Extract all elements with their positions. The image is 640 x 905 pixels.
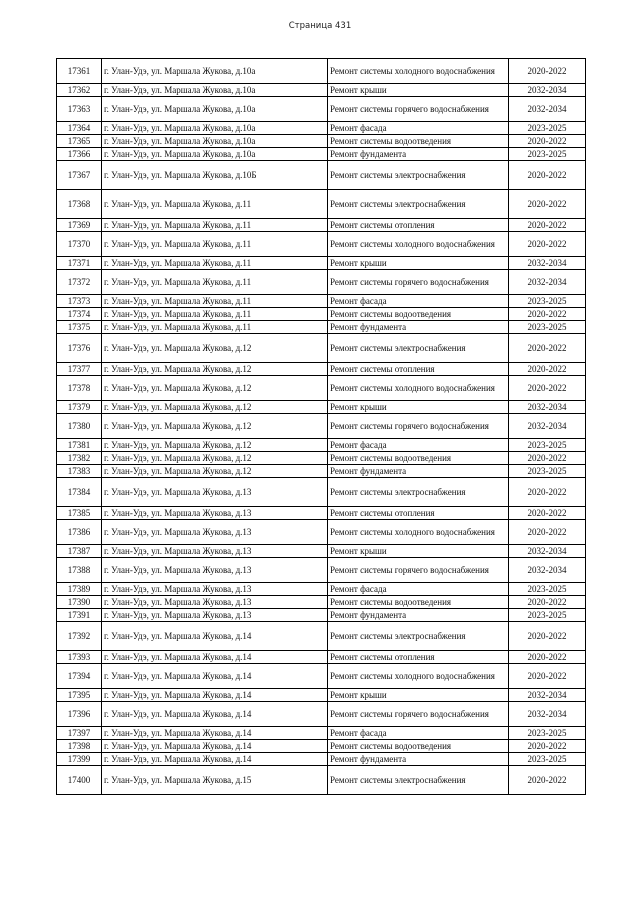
- table-row: [57, 766, 586, 795]
- period-cell: 2020-2022: [509, 664, 586, 689]
- row-number: 17394: [57, 664, 102, 689]
- address-cell: г. Улан-Удэ, ул. Маршала Жукова, д.14: [102, 689, 328, 702]
- row-number: 17364: [57, 122, 102, 135]
- work-type-cell: Ремонт системы горячего водоснабжения: [328, 414, 509, 439]
- work-type-cell: Ремонт крыши: [328, 401, 509, 414]
- table-row: [57, 135, 586, 148]
- address-cell: г. Улан-Удэ, ул. Маршала Жукова, д.11: [102, 321, 328, 334]
- work-type-cell: Ремонт фундамента: [328, 753, 509, 766]
- period-cell: 2023-2025: [509, 753, 586, 766]
- address-cell: г. Улан-Удэ, ул. Маршала Жукова, д.11: [102, 219, 328, 232]
- address-cell: г. Улан-Удэ, ул. Маршала Жукова, д.13: [102, 609, 328, 622]
- page-number: Страница 431: [288, 21, 352, 31]
- table-row: [57, 232, 586, 257]
- table-row: [57, 308, 586, 321]
- work-type-cell: Ремонт системы отопления: [328, 651, 509, 664]
- period-cell: 2020-2022: [509, 651, 586, 664]
- table-row: [57, 465, 586, 478]
- row-number: 17372: [57, 270, 102, 295]
- table-row: [57, 478, 586, 507]
- work-type-cell: Ремонт системы водоотведения: [328, 452, 509, 465]
- period-cell: 2032-2034: [509, 257, 586, 270]
- address-cell: г. Улан-Удэ, ул. Маршала Жукова, д.14: [102, 727, 328, 740]
- row-number: 17368: [57, 190, 102, 219]
- period-cell: 2020-2022: [509, 190, 586, 219]
- period-cell: 2020-2022: [509, 622, 586, 651]
- work-type-cell: Ремонт системы водоотведения: [328, 740, 509, 753]
- table-row: [57, 84, 586, 97]
- table-row: [57, 334, 586, 363]
- period-cell: 2023-2025: [509, 465, 586, 478]
- row-number: 17382: [57, 452, 102, 465]
- work-type-cell: Ремонт крыши: [328, 689, 509, 702]
- table-row: [57, 363, 586, 376]
- work-type-cell: Ремонт системы горячего водоснабжения: [328, 270, 509, 295]
- address-cell: г. Улан-Удэ, ул. Маршала Жукова, д.10а: [102, 148, 328, 161]
- row-number: 17369: [57, 219, 102, 232]
- address-cell: г. Улан-Удэ, ул. Маршала Жукова, д.14: [102, 753, 328, 766]
- work-type-cell: Ремонт системы электроснабжения: [328, 766, 509, 795]
- address-cell: г. Улан-Удэ, ул. Маршала Жукова, д.13: [102, 558, 328, 583]
- period-cell: 2020-2022: [509, 334, 586, 363]
- address-cell: г. Улан-Удэ, ул. Маршала Жукова, д.14: [102, 622, 328, 651]
- row-number: 17383: [57, 465, 102, 478]
- work-type-cell: Ремонт системы электроснабжения: [328, 190, 509, 219]
- table-row: [57, 148, 586, 161]
- row-number: 17395: [57, 689, 102, 702]
- period-cell: 2032-2034: [509, 689, 586, 702]
- table-row: [57, 414, 586, 439]
- period-cell: 2020-2022: [509, 596, 586, 609]
- address-cell: г. Улан-Удэ, ул. Маршала Жукова, д.13: [102, 520, 328, 545]
- address-cell: г. Улан-Удэ, ул. Маршала Жукова, д.14: [102, 651, 328, 664]
- row-number: 17392: [57, 622, 102, 651]
- row-number: 17378: [57, 376, 102, 401]
- row-number: 17366: [57, 148, 102, 161]
- table-row: [57, 122, 586, 135]
- work-type-cell: Ремонт фасада: [328, 583, 509, 596]
- row-number: 17362: [57, 84, 102, 97]
- table-row: [57, 740, 586, 753]
- work-type-cell: Ремонт крыши: [328, 257, 509, 270]
- address-cell: г. Улан-Удэ, ул. Маршала Жукова, д.12: [102, 452, 328, 465]
- address-cell: г. Улан-Удэ, ул. Маршала Жукова, д.11: [102, 232, 328, 257]
- table-row: [57, 190, 586, 219]
- period-cell: 2020-2022: [509, 740, 586, 753]
- row-number: 17396: [57, 702, 102, 727]
- work-type-cell: Ремонт фундамента: [328, 465, 509, 478]
- work-type-cell: Ремонт системы холодного водоснабжения: [328, 59, 509, 84]
- address-cell: г. Улан-Удэ, ул. Маршала Жукова, д.10Б: [102, 161, 328, 190]
- period-cell: 2023-2025: [509, 321, 586, 334]
- table-row: [57, 401, 586, 414]
- work-type-cell: Ремонт системы холодного водоснабжения: [328, 376, 509, 401]
- period-cell: 2032-2034: [509, 702, 586, 727]
- row-number: 17387: [57, 545, 102, 558]
- table-row: [57, 583, 586, 596]
- table-row: [57, 651, 586, 664]
- period-cell: 2023-2025: [509, 148, 586, 161]
- work-type-cell: Ремонт системы отопления: [328, 507, 509, 520]
- period-cell: 2020-2022: [509, 232, 586, 257]
- address-cell: г. Улан-Удэ, ул. Маршала Жукова, д.10а: [102, 59, 328, 84]
- work-type-cell: Ремонт фасада: [328, 122, 509, 135]
- row-number: 17377: [57, 363, 102, 376]
- table-row: [57, 689, 586, 702]
- table-row: [57, 439, 586, 452]
- row-number: 17376: [57, 334, 102, 363]
- address-cell: г. Улан-Удэ, ул. Маршала Жукова, д.12: [102, 414, 328, 439]
- work-type-cell: Ремонт фасада: [328, 295, 509, 308]
- row-number: 17384: [57, 478, 102, 507]
- address-cell: г. Улан-Удэ, ул. Маршала Жукова, д.12: [102, 401, 328, 414]
- table-row: [57, 520, 586, 545]
- address-cell: г. Улан-Удэ, ул. Маршала Жукова, д.11: [102, 190, 328, 219]
- table-row: [57, 452, 586, 465]
- row-number: 17399: [57, 753, 102, 766]
- work-type-cell: Ремонт системы электроснабжения: [328, 161, 509, 190]
- address-cell: г. Улан-Удэ, ул. Маршала Жукова, д.10а: [102, 122, 328, 135]
- period-cell: 2020-2022: [509, 452, 586, 465]
- address-cell: г. Улан-Удэ, ул. Маршала Жукова, д.11: [102, 270, 328, 295]
- table-row: [57, 321, 586, 334]
- period-cell: 2023-2025: [509, 727, 586, 740]
- row-number: 17374: [57, 308, 102, 321]
- address-cell: г. Улан-Удэ, ул. Маршала Жукова, д.13: [102, 583, 328, 596]
- period-cell: 2032-2034: [509, 545, 586, 558]
- table-row: [57, 270, 586, 295]
- table-row: [57, 376, 586, 401]
- period-cell: 2023-2025: [509, 122, 586, 135]
- table-row: [57, 59, 586, 84]
- address-cell: г. Улан-Удэ, ул. Маршала Жукова, д.12: [102, 363, 328, 376]
- address-cell: г. Улан-Удэ, ул. Маршала Жукова, д.11: [102, 257, 328, 270]
- row-number: 17371: [57, 257, 102, 270]
- work-type-cell: Ремонт системы холодного водоснабжения: [328, 232, 509, 257]
- row-number: 17393: [57, 651, 102, 664]
- address-cell: г. Улан-Удэ, ул. Маршала Жукова, д.10а: [102, 97, 328, 122]
- period-cell: 2032-2034: [509, 414, 586, 439]
- period-cell: 2032-2034: [509, 558, 586, 583]
- row-number: 17373: [57, 295, 102, 308]
- work-type-cell: Ремонт фасада: [328, 727, 509, 740]
- address-cell: г. Улан-Удэ, ул. Маршала Жукова, д.13: [102, 596, 328, 609]
- table-row: [57, 702, 586, 727]
- work-type-cell: Ремонт системы отопления: [328, 363, 509, 376]
- address-cell: г. Улан-Удэ, ул. Маршала Жукова, д.12: [102, 376, 328, 401]
- row-number: 17386: [57, 520, 102, 545]
- address-cell: г. Улан-Удэ, ул. Маршала Жукова, д.11: [102, 308, 328, 321]
- row-number: 17398: [57, 740, 102, 753]
- address-cell: г. Улан-Удэ, ул. Маршала Жукова, д.12: [102, 439, 328, 452]
- work-type-cell: Ремонт фасада: [328, 439, 509, 452]
- work-type-cell: Ремонт системы горячего водоснабжения: [328, 558, 509, 583]
- work-type-cell: Ремонт системы холодного водоснабжения: [328, 520, 509, 545]
- period-cell: 2032-2034: [509, 84, 586, 97]
- period-cell: 2020-2022: [509, 219, 586, 232]
- row-number: 17391: [57, 609, 102, 622]
- period-cell: 2020-2022: [509, 766, 586, 795]
- row-number: 17389: [57, 583, 102, 596]
- work-type-cell: Ремонт фундамента: [328, 148, 509, 161]
- table-row: [57, 97, 586, 122]
- row-number: 17400: [57, 766, 102, 795]
- address-cell: г. Улан-Удэ, ул. Маршала Жукова, д.15: [102, 766, 328, 795]
- work-type-cell: Ремонт системы водоотведения: [328, 308, 509, 321]
- period-cell: 2023-2025: [509, 439, 586, 452]
- address-cell: г. Улан-Удэ, ул. Маршала Жукова, д.12: [102, 465, 328, 478]
- address-cell: г. Улан-Удэ, ул. Маршала Жукова, д.14: [102, 702, 328, 727]
- address-cell: г. Улан-Удэ, ул. Маршала Жукова, д.10а: [102, 135, 328, 148]
- table-row: [57, 753, 586, 766]
- period-cell: 2023-2025: [509, 609, 586, 622]
- address-cell: г. Улан-Удэ, ул. Маршала Жукова, д.11: [102, 295, 328, 308]
- address-cell: г. Улан-Удэ, ул. Маршала Жукова, д.10а: [102, 84, 328, 97]
- address-cell: г. Улан-Удэ, ул. Маршала Жукова, д.13: [102, 478, 328, 507]
- table-row: [57, 161, 586, 190]
- row-number: 17381: [57, 439, 102, 452]
- work-type-cell: Ремонт системы холодного водоснабжения: [328, 664, 509, 689]
- address-cell: г. Улан-Удэ, ул. Маршала Жукова, д.12: [102, 334, 328, 363]
- table-body: [57, 59, 586, 795]
- work-type-cell: Ремонт системы водоотведения: [328, 596, 509, 609]
- table-row: [57, 664, 586, 689]
- row-number: 17385: [57, 507, 102, 520]
- work-type-cell: Ремонт системы горячего водоснабжения: [328, 97, 509, 122]
- address-cell: г. Улан-Удэ, ул. Маршала Жукова, д.14: [102, 740, 328, 753]
- period-cell: 2020-2022: [509, 478, 586, 507]
- period-cell: 2032-2034: [509, 270, 586, 295]
- period-cell: 2020-2022: [509, 135, 586, 148]
- table-row: [57, 596, 586, 609]
- table-row: [57, 558, 586, 583]
- work-type-cell: Ремонт фундамента: [328, 609, 509, 622]
- work-type-cell: Ремонт фундамента: [328, 321, 509, 334]
- work-type-cell: Ремонт системы отопления: [328, 219, 509, 232]
- row-number: 17363: [57, 97, 102, 122]
- table-row: [57, 257, 586, 270]
- period-cell: 2023-2025: [509, 583, 586, 596]
- table-row: [57, 609, 586, 622]
- period-cell: 2020-2022: [509, 507, 586, 520]
- period-cell: 2020-2022: [509, 363, 586, 376]
- period-cell: 2020-2022: [509, 161, 586, 190]
- work-type-cell: Ремонт крыши: [328, 545, 509, 558]
- table-row: [57, 219, 586, 232]
- table-row: [57, 295, 586, 308]
- period-cell: 2023-2025: [509, 295, 586, 308]
- period-cell: 2020-2022: [509, 520, 586, 545]
- table-row: [57, 622, 586, 651]
- period-cell: 2032-2034: [509, 97, 586, 122]
- work-type-cell: Ремонт системы водоотведения: [328, 135, 509, 148]
- work-type-cell: Ремонт системы электроснабжения: [328, 478, 509, 507]
- table-row: [57, 507, 586, 520]
- row-number: 17397: [57, 727, 102, 740]
- address-cell: г. Улан-Удэ, ул. Маршала Жукова, д.14: [102, 664, 328, 689]
- period-cell: 2020-2022: [509, 308, 586, 321]
- address-cell: г. Улан-Удэ, ул. Маршала Жукова, д.13: [102, 545, 328, 558]
- table-row: [57, 727, 586, 740]
- period-cell: 2020-2022: [509, 376, 586, 401]
- row-number: 17370: [57, 232, 102, 257]
- work-type-cell: Ремонт системы горячего водоснабжения: [328, 702, 509, 727]
- table-row: [57, 545, 586, 558]
- row-number: 17367: [57, 161, 102, 190]
- period-cell: 2032-2034: [509, 401, 586, 414]
- row-number: 17390: [57, 596, 102, 609]
- row-number: 17365: [57, 135, 102, 148]
- work-type-cell: Ремонт крыши: [328, 84, 509, 97]
- row-number: 17361: [57, 59, 102, 84]
- row-number: 17380: [57, 414, 102, 439]
- address-cell: г. Улан-Удэ, ул. Маршала Жукова, д.13: [102, 507, 328, 520]
- row-number: 17375: [57, 321, 102, 334]
- row-number: 17388: [57, 558, 102, 583]
- repair-schedule-table: [56, 58, 586, 795]
- period-cell: 2020-2022: [509, 59, 586, 84]
- row-number: 17379: [57, 401, 102, 414]
- work-type-cell: Ремонт системы электроснабжения: [328, 334, 509, 363]
- work-type-cell: Ремонт системы электроснабжения: [328, 622, 509, 651]
